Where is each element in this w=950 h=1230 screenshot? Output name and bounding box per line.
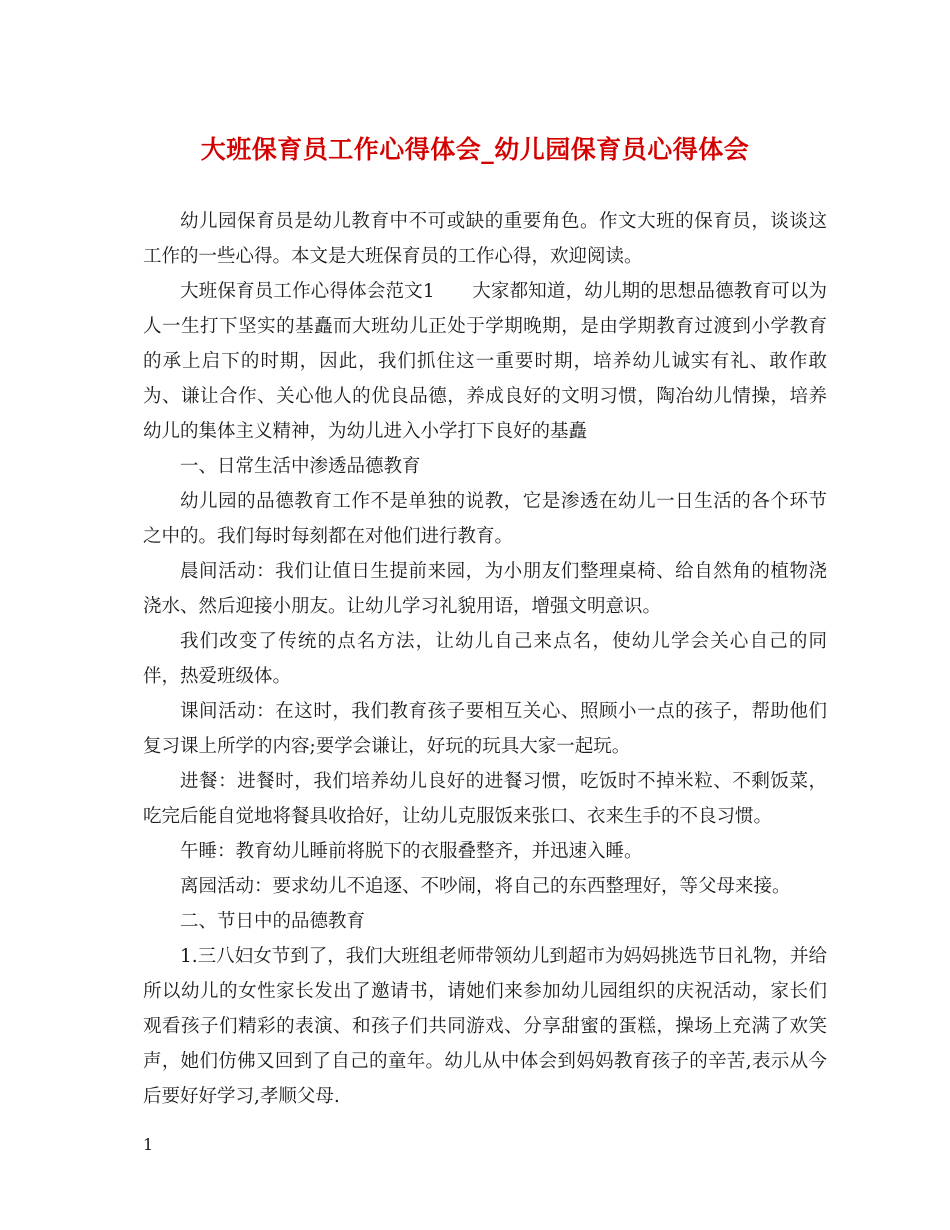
paragraph-womens-day: 1.三八妇女节到了，我们大班组老师带领幼儿到超市为妈妈挑选节日礼物，并给所以幼儿的女性家长发出了邀请书，请她们来参加幼儿园组织的庆祝活动，家长们观看孩子们精彩的表演、和孩子们共同游戏、分享甜蜜的蛋糕，操场上充满了欢笑声，她们仿佛又回到了自己的童年。幼儿从中体会到妈妈教育孩子的辛苦,表示从今后要好好学习,孝顺父母. xyxy=(143,946,827,1107)
paragraph-intro: 幼儿园保育员是幼儿教育中不可或缺的重要角色。作文大班的保育员，谈谈这工作的一些心得。本文是大班保育员的工作心得，欢迎阅读。 xyxy=(143,211,827,267)
page-number: 1 xyxy=(143,1135,154,1154)
section-heading-daily-life: 一、日常生活中渗透品德教育 xyxy=(180,456,421,477)
section-heading-holidays: 二、节日中的品德教育 xyxy=(180,911,366,932)
paragraph-daily-life: 幼儿园的品德教育工作不是单独的说教，它是渗透在幼儿一日生活的各个环节之中的。我们每时每刻都在对他们进行教育。 xyxy=(143,491,827,547)
paragraph-morning-activity: 晨间活动：我们让值日生提前来园，为小朋友们整理桌椅、给自然角的植物浇浇水、然后迎接小朋友。让幼儿学习礼貌用语，增强文明意识。 xyxy=(143,561,827,617)
paragraph-sample-1: 大班保育员工作心得体会范文1 大家都知道，幼儿期的思想品德教育可以为人一生打下坚实的基矗而大班幼儿正处于学期晚期，是由学期教育过渡到小学教育的承上启下的时期，因此，我们抓住这一重要时期，培养幼儿诚实有礼、敢作敢为、谦让合作、关心他人的优良品德，养成良好的文明习惯，陶冶幼儿情操，培养幼儿的集体主义精神，为幼儿进入小学打下良好的基矗 xyxy=(143,281,827,442)
paragraph-roll-call: 我们改变了传统的点名方法，让幼儿自己来点名，使幼儿学会关心自己的同伴，热爱班级体。 xyxy=(143,631,827,687)
document-title: 大班保育员工作心得体会_幼儿园保育员心得体会 xyxy=(200,135,750,164)
document-body xyxy=(143,204,827,1114)
paragraph-leaving: 离园活动：要求幼儿不追逐、不吵闹，将自己的东西整理好，等父母来接。 xyxy=(180,876,791,897)
paragraph-break-activity: 课间活动：在这时，我们教育孩子要相互关心、照顾小一点的孩子，帮助他们复习课上所学的内容;要学会谦让，好玩的玩具大家一起玩。 xyxy=(143,701,827,757)
paragraph-nap: 午睡：教育幼儿睡前将脱下的衣服叠整齐，并迅速入睡。 xyxy=(180,841,643,862)
paragraph-meals: 进餐：进餐时，我们培养幼儿良好的进餐习惯，吃饭时不掉米粒、不剩饭菜，吃完后能自觉地将餐具收拾好，让幼儿克服饭来张口、衣来生手的不良习惯。 xyxy=(143,771,827,827)
